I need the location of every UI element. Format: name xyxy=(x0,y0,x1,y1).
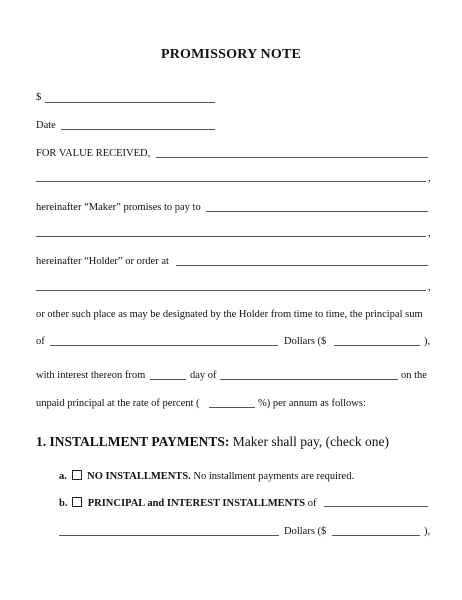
section-instruction: Maker shall pay, (check one) xyxy=(229,434,389,449)
section-heading: 1. INSTALLMENT PAYMENTS: xyxy=(36,434,230,449)
installment-words-field[interactable] xyxy=(59,535,279,536)
holder-address-field-continued[interactable] xyxy=(36,290,426,291)
principal-words-field[interactable] xyxy=(50,345,278,346)
option-a-text: No installment payments are required. xyxy=(190,471,355,482)
principal-of-label: of xyxy=(36,336,45,347)
dollars-label-b: Dollars ($ xyxy=(284,526,327,537)
close-paren-2: ), xyxy=(424,526,431,537)
holder-name-field-continued[interactable] xyxy=(36,236,426,237)
option-b-letter: b. xyxy=(59,498,68,509)
interest-from-label: with interest thereon from xyxy=(36,370,146,381)
principal-amount-field[interactable] xyxy=(334,345,420,346)
maker-name-field[interactable] xyxy=(156,157,428,158)
section-installment-payments xyxy=(36,434,389,450)
option-a xyxy=(59,470,354,483)
amount-label: $ xyxy=(36,92,42,103)
option-b-label: PRINCIPAL and INTEREST INSTALLMENTS xyxy=(87,498,306,509)
maker-promise-label: hereinafter “Maker” promises to pay to xyxy=(36,202,201,213)
close-paren-1: ), xyxy=(424,336,431,347)
holder-address-field[interactable] xyxy=(176,265,428,266)
holder-name-field[interactable] xyxy=(206,211,428,212)
on-the-label: on the xyxy=(401,370,427,381)
date-field[interactable] xyxy=(61,129,215,130)
date-label: Date xyxy=(36,120,56,131)
comma-1: , xyxy=(428,173,431,184)
option-b-of-text: of xyxy=(305,498,317,509)
option-a-checkbox[interactable] xyxy=(72,470,82,480)
comma-2: , xyxy=(428,228,431,239)
option-a-label: NO INSTALLMENTS. xyxy=(87,471,191,482)
interest-rate-label: unpaid principal at the rate of percent ( xyxy=(36,398,200,409)
maker-address-field[interactable] xyxy=(36,181,426,182)
interest-start-month-field[interactable] xyxy=(220,379,398,380)
for-value-received-label: FOR VALUE RECEIVED, xyxy=(36,148,151,159)
installment-amount-field[interactable] xyxy=(332,535,420,536)
document-title: PROMISSORY NOTE xyxy=(160,47,302,62)
interest-start-day-field[interactable] xyxy=(150,379,186,380)
comma-3: , xyxy=(428,282,431,293)
day-of-label: day of xyxy=(190,370,217,381)
amount-field[interactable] xyxy=(45,102,215,103)
designated-place-text: or other such place as may be designated by the Holder from time to time, the principal sum xyxy=(36,309,423,320)
per-annum-label: %) per annum as follows: xyxy=(258,398,366,409)
option-a-letter: a. xyxy=(59,471,67,482)
interest-rate-field[interactable] xyxy=(209,407,255,408)
option-b xyxy=(59,497,316,510)
dollars-label: Dollars ($ xyxy=(284,336,327,347)
installment-count-field[interactable] xyxy=(324,506,428,507)
holder-order-label: hereinafter “Holder” or order at xyxy=(36,256,169,267)
option-b-checkbox[interactable] xyxy=(72,497,82,507)
